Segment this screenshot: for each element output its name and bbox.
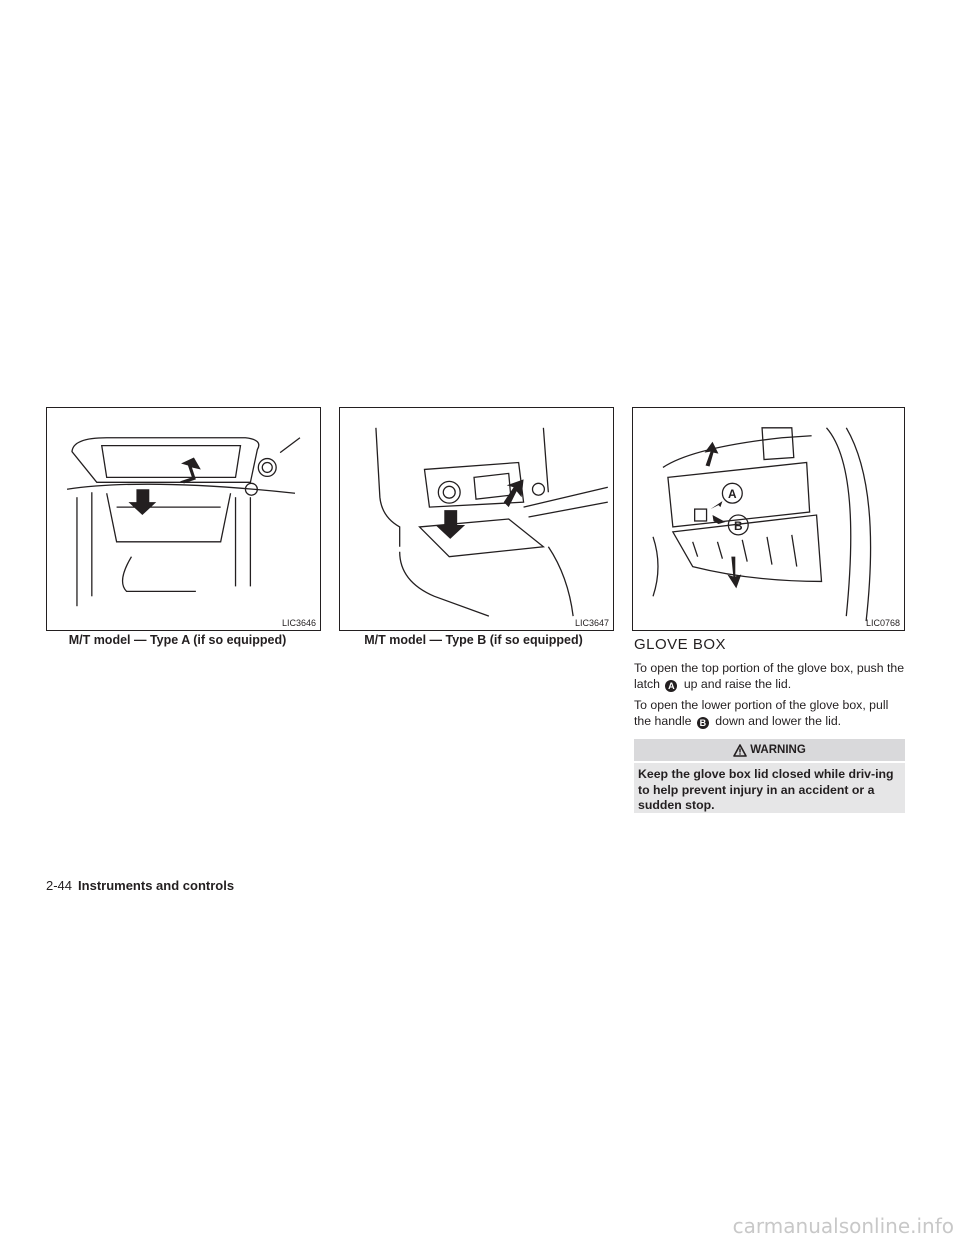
warning-label: WARNING	[750, 744, 806, 756]
illustration-type-b	[340, 408, 613, 630]
figure-caption: M/T model — Type B (if so equipped)	[364, 633, 583, 647]
watermark: carmanualsonline.info	[732, 1214, 954, 1238]
figure-type-b	[339, 407, 614, 631]
warning-header	[634, 739, 905, 761]
paragraph-lower-portion	[634, 697, 906, 729]
para1-text: To open the top portion of the glove box, push the latch	[634, 661, 905, 691]
figure-glove-box	[632, 407, 905, 631]
figure-code: LIC3646	[281, 618, 316, 628]
warning-body: Keep the glove box lid closed while driv-ing to help prevent injury in an accident or a sudden stop.	[634, 763, 905, 813]
illustration-glove-box	[633, 408, 904, 630]
warning-icon	[733, 744, 747, 757]
chapter-title: Instruments and controls	[78, 878, 235, 893]
callout-b: B	[733, 518, 743, 533]
paragraph-top-portion	[634, 660, 906, 692]
reference-badge-b: B	[697, 717, 709, 729]
reference-badge-a: A	[665, 680, 677, 692]
page-number: 2-44	[46, 878, 73, 893]
para2-text: To open the lower portion of the glove box, pull the handle	[634, 698, 889, 728]
section-title: GLOVE BOX	[634, 636, 727, 653]
figure-code: LIC3647	[574, 618, 609, 628]
page-footer	[46, 878, 234, 893]
para2-text-end: down and lower the lid.	[715, 714, 842, 728]
para1-text-end: up and raise the lid.	[683, 677, 792, 691]
figure-code: LIC0768	[865, 618, 900, 628]
illustration-type-a	[47, 408, 320, 630]
figure-caption: M/T model — Type A (if so equipped)	[68, 633, 287, 647]
callout-a: A	[728, 487, 737, 502]
figure-type-a	[46, 407, 321, 631]
